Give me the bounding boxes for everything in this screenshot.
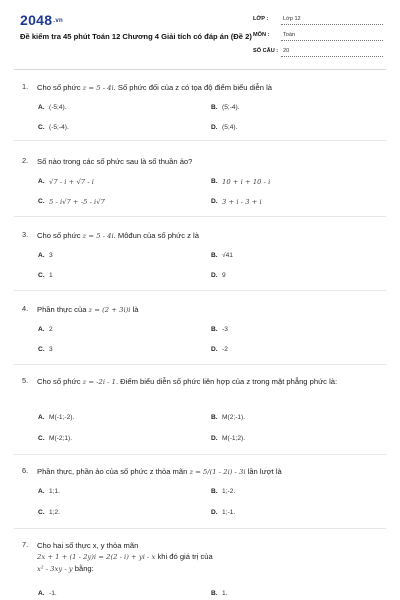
option-letter: C. [38,346,45,353]
question-text-part: Cho số phức [37,377,83,386]
option-letter: D. [211,272,218,279]
question-number: 3. [22,230,29,239]
question-divider [14,364,386,365]
document-title: Đề kiểm tra 45 phút Toán 12 Chương 4 Giải tích có đáp án (Đề 2) [20,32,252,41]
site-logo[interactable] [20,12,63,28]
option-letter: D. [211,124,218,131]
option-text: √41 [222,252,233,259]
question-text-part: . Điểm biểu diễn số phức liên hợp của z trong mặt phẳng phức là: [115,377,338,386]
option-text: 10 + i + 10 - i [222,178,271,186]
question-text-part: Phần thực của [37,305,89,314]
option-letter: A. [38,326,45,333]
question-text-part: . Môđun của số phức z là [113,231,199,240]
question-text-part: khi đó giá trị của [155,552,213,561]
option-text: M(-1;-2). [49,414,75,421]
document-header [0,0,400,70]
question-text-part: Cho số phức [37,231,83,240]
option-text: (-5;-4). [49,124,69,131]
option-text: 1;-2. [222,488,236,495]
question-number: 7. [22,540,29,549]
meta-value: 20 [283,48,290,54]
option-text: 2 [49,326,53,333]
option-letter: A. [38,178,45,185]
logo-text: 2048 [20,12,53,28]
question-text [37,156,367,167]
question-number: 5. [22,376,29,385]
option-text: (5;4). [222,124,238,131]
option-text: 3 [49,346,53,353]
question-divider [14,454,386,455]
meta-key: MÔN : [253,32,270,38]
option-letter: A. [38,414,45,421]
question-text-part: bằng: [72,564,94,573]
option-letter: B. [211,104,218,111]
question-divider [14,290,386,291]
question-text [37,466,367,478]
question-text-part: Số nào trong các số phức sau là số thuần ảo? [37,157,193,166]
meta-row-class [253,14,383,30]
option-letter: B. [211,178,218,185]
option-letter: B. [211,590,218,597]
math-expression: x² - 3xy - y [37,565,73,573]
question-text-part: lần lượt là [245,467,282,476]
question-number: 1. [22,82,29,91]
question-divider [14,216,386,217]
math-expression: z = -2i - 1 [82,378,116,386]
question-text [37,230,367,242]
question-text-part: Cho hai số thực x, y thỏa mãn [37,541,139,550]
option-text: 1;1. [49,488,60,495]
math-expression: z = 5/(1 - 2i) - 3i [189,468,246,476]
meta-row-subject [253,30,383,46]
option-letter: A. [38,488,45,495]
math-expression: z = 5 - 4i [82,84,114,92]
option-letter: D. [211,435,218,442]
option-text: 3 [49,252,53,259]
meta-value: Lớp 12 [283,16,301,22]
option-letter: C. [38,124,45,131]
question-text-part: là [130,305,139,314]
option-text: 5 - i√7 + -5 - i√7 [49,198,105,206]
option-letter: C. [38,198,45,205]
math-expression: z = 5 - 4i [82,232,114,240]
question-text [37,376,367,388]
option-letter: D. [211,346,218,353]
option-text: M(-1;2). [222,435,246,442]
option-letter: D. [211,198,218,205]
option-text: M(-2;1). [49,435,73,442]
option-text: (5;-4). [222,104,240,111]
header-divider [14,69,386,70]
meta-dotted-line [281,56,383,57]
question-text-part: Phần thực, phần ảo của số phức z thỏa mãn [37,467,190,476]
option-letter: B. [211,252,218,259]
question-text [37,304,367,316]
question-text [37,82,367,94]
question-divider [14,140,386,141]
option-letter: C. [38,509,45,516]
document-meta [253,14,383,62]
option-text: -2 [222,346,228,353]
meta-key: LỚP : [253,16,269,22]
question-text-part: Cho số phức [37,83,83,92]
question-number: 6. [22,466,29,475]
math-expression: 2x + 1 + (1 - 2y)i = 2(2 - i) + yi - x [37,553,156,561]
option-letter: B. [211,488,218,495]
option-letter: B. [211,326,218,333]
question-number: 4. [22,304,29,313]
option-text: 1. [222,590,228,597]
meta-key: SỐ CÂU : [253,48,279,54]
option-text: 1;2. [49,509,60,516]
option-text: 1 [49,272,53,279]
meta-dotted-line [281,40,383,41]
option-text: -3 [222,326,228,333]
option-letter: C. [38,272,45,279]
meta-value: Toán [283,32,296,38]
option-text: -1. [49,590,57,597]
option-text: (-5;4). [49,104,67,111]
option-letter: C. [38,435,45,442]
meta-row-count [253,46,383,62]
option-letter: B. [211,414,218,421]
math-expression: z = (2 + 3i)i [88,306,131,314]
option-letter: D. [211,509,218,516]
option-text: 1;-1. [222,509,236,516]
meta-dotted-line [281,24,383,25]
question-text-part: . Số phức đối của z có tọa độ điểm biểu diễn là [113,83,272,92]
question-number: 2. [22,156,29,165]
question-divider [14,528,386,529]
option-letter: A. [38,252,45,259]
option-text: 9 [222,272,226,279]
option-letter: A. [38,104,45,111]
option-letter: A. [38,590,45,597]
question-text [37,540,367,575]
option-text: 3 + i - 3 + i [222,198,262,206]
option-text: √7 - i + √7 - i [49,178,94,186]
logo-suffix: .vn [53,18,63,25]
option-text: M(2;-1). [222,414,246,421]
